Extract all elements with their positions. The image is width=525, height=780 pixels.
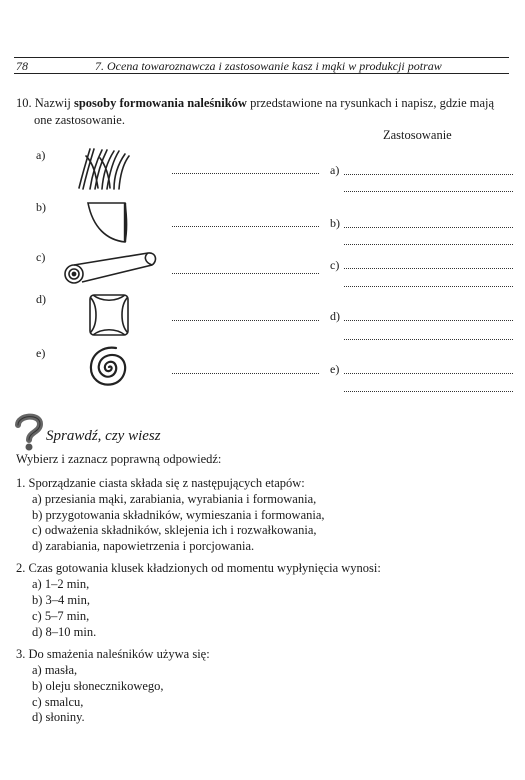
item-b-use-line-2[interactable] [344, 244, 513, 245]
item-d-name-line[interactable] [172, 320, 319, 321]
folded-strips-icon [76, 146, 131, 192]
q1-option-b[interactable]: b) przygotowania składników, wymieszania i formowania, [32, 508, 325, 522]
item-b-name-line[interactable] [172, 226, 319, 227]
spiral-roll-icon [84, 343, 134, 391]
item-b-letter: b) [36, 200, 46, 214]
rolled-pancake-icon [62, 249, 160, 289]
task10-number: 10. [16, 96, 32, 110]
question-2-number: 2. [16, 561, 26, 575]
q1-option-c[interactable]: c) odważenia składników, sklejenia ich i rozwałkowania, [32, 523, 317, 537]
q2-option-c[interactable]: c) 5–7 min, [32, 609, 90, 623]
question-2 [16, 561, 381, 576]
question-2-text: Czas gotowania klusek kładzionych od momentu wypłynięcia wynosi: [28, 561, 381, 575]
q3-option-d[interactable]: d) słoniny. [32, 710, 85, 724]
q3-option-c[interactable]: c) smalcu, [32, 695, 84, 709]
item-b-use-line-1[interactable] [344, 227, 513, 228]
item-d-use-line-1[interactable] [344, 320, 513, 321]
header-bottom-rule [14, 73, 509, 74]
q2-option-a[interactable]: a) 1–2 min, [32, 577, 90, 591]
question-mark-icon [14, 413, 44, 451]
item-a-name-line[interactable] [172, 173, 319, 174]
task10-text-post: przedstawione na rysunkach i napisz, gdzie mają [246, 96, 495, 110]
q2-option-b[interactable]: b) 3–4 min, [32, 593, 90, 607]
q1-option-a[interactable]: a) przesiania mąki, zarabiania, wyrabiania i formowania, [32, 492, 317, 506]
item-c-name-line[interactable] [172, 273, 319, 274]
question-1 [16, 476, 305, 491]
item-a-use-line-1[interactable] [344, 174, 513, 175]
item-b-answer-letter: b) [330, 216, 340, 230]
item-a-answer-letter: a) [330, 163, 340, 177]
item-d-letter: d) [36, 292, 46, 306]
item-d-use-line-2[interactable] [344, 339, 513, 340]
q3-option-a[interactable]: a) masła, [32, 663, 78, 677]
q1-option-d[interactable]: d) zarabiania, napowietrzenia i porcjowania. [32, 539, 255, 553]
task10-text-line2: one zastosowanie. [34, 113, 125, 127]
item-c-use-line-1[interactable] [344, 268, 513, 269]
item-c-letter: c) [36, 250, 46, 264]
task10-text-pre: Nazwij [34, 96, 74, 110]
q2-option-d[interactable]: d) 8–10 min. [32, 625, 97, 639]
check-section-instruction: Wybierz i zaznacz poprawną odpowiedź: [16, 452, 222, 466]
item-e-name-line[interactable] [172, 373, 319, 374]
item-e-use-line-1[interactable] [344, 373, 513, 374]
column-header-zastosowanie: Zastosowanie [383, 128, 452, 142]
question-1-text: Sporządzanie ciasta składa się z następujących etapów: [28, 476, 305, 490]
q3-option-b[interactable]: b) oleju słonecznikowego, [32, 679, 164, 693]
triangle-fold-icon [85, 198, 133, 246]
item-a-letter: a) [36, 148, 46, 162]
item-d-answer-letter: d) [330, 309, 340, 323]
question-3 [16, 647, 210, 662]
item-a-use-line-2[interactable] [344, 191, 513, 192]
item-e-use-line-2[interactable] [344, 391, 513, 392]
header-top-rule [14, 57, 509, 58]
chapter-title: 7. Ocena towaroznawcza i zastosowanie kasz i mąki w produkcji potraw [95, 59, 442, 73]
question-1-number: 1. [16, 476, 26, 490]
question-3-text: Do smażenia naleśników używa się: [28, 647, 210, 661]
page-number: 78 [16, 59, 28, 73]
item-e-answer-letter: e) [330, 362, 340, 376]
square-envelope-icon [88, 293, 132, 339]
item-c-use-line-2[interactable] [344, 286, 513, 287]
item-e-letter: e) [36, 346, 46, 360]
item-c-answer-letter: c) [330, 258, 340, 272]
task10-question [16, 95, 516, 129]
task10-text-bold: sposoby formowania naleśników [73, 96, 247, 110]
question-3-number: 3. [16, 647, 26, 661]
check-section-title: Sprawdź, czy wiesz [46, 428, 161, 444]
